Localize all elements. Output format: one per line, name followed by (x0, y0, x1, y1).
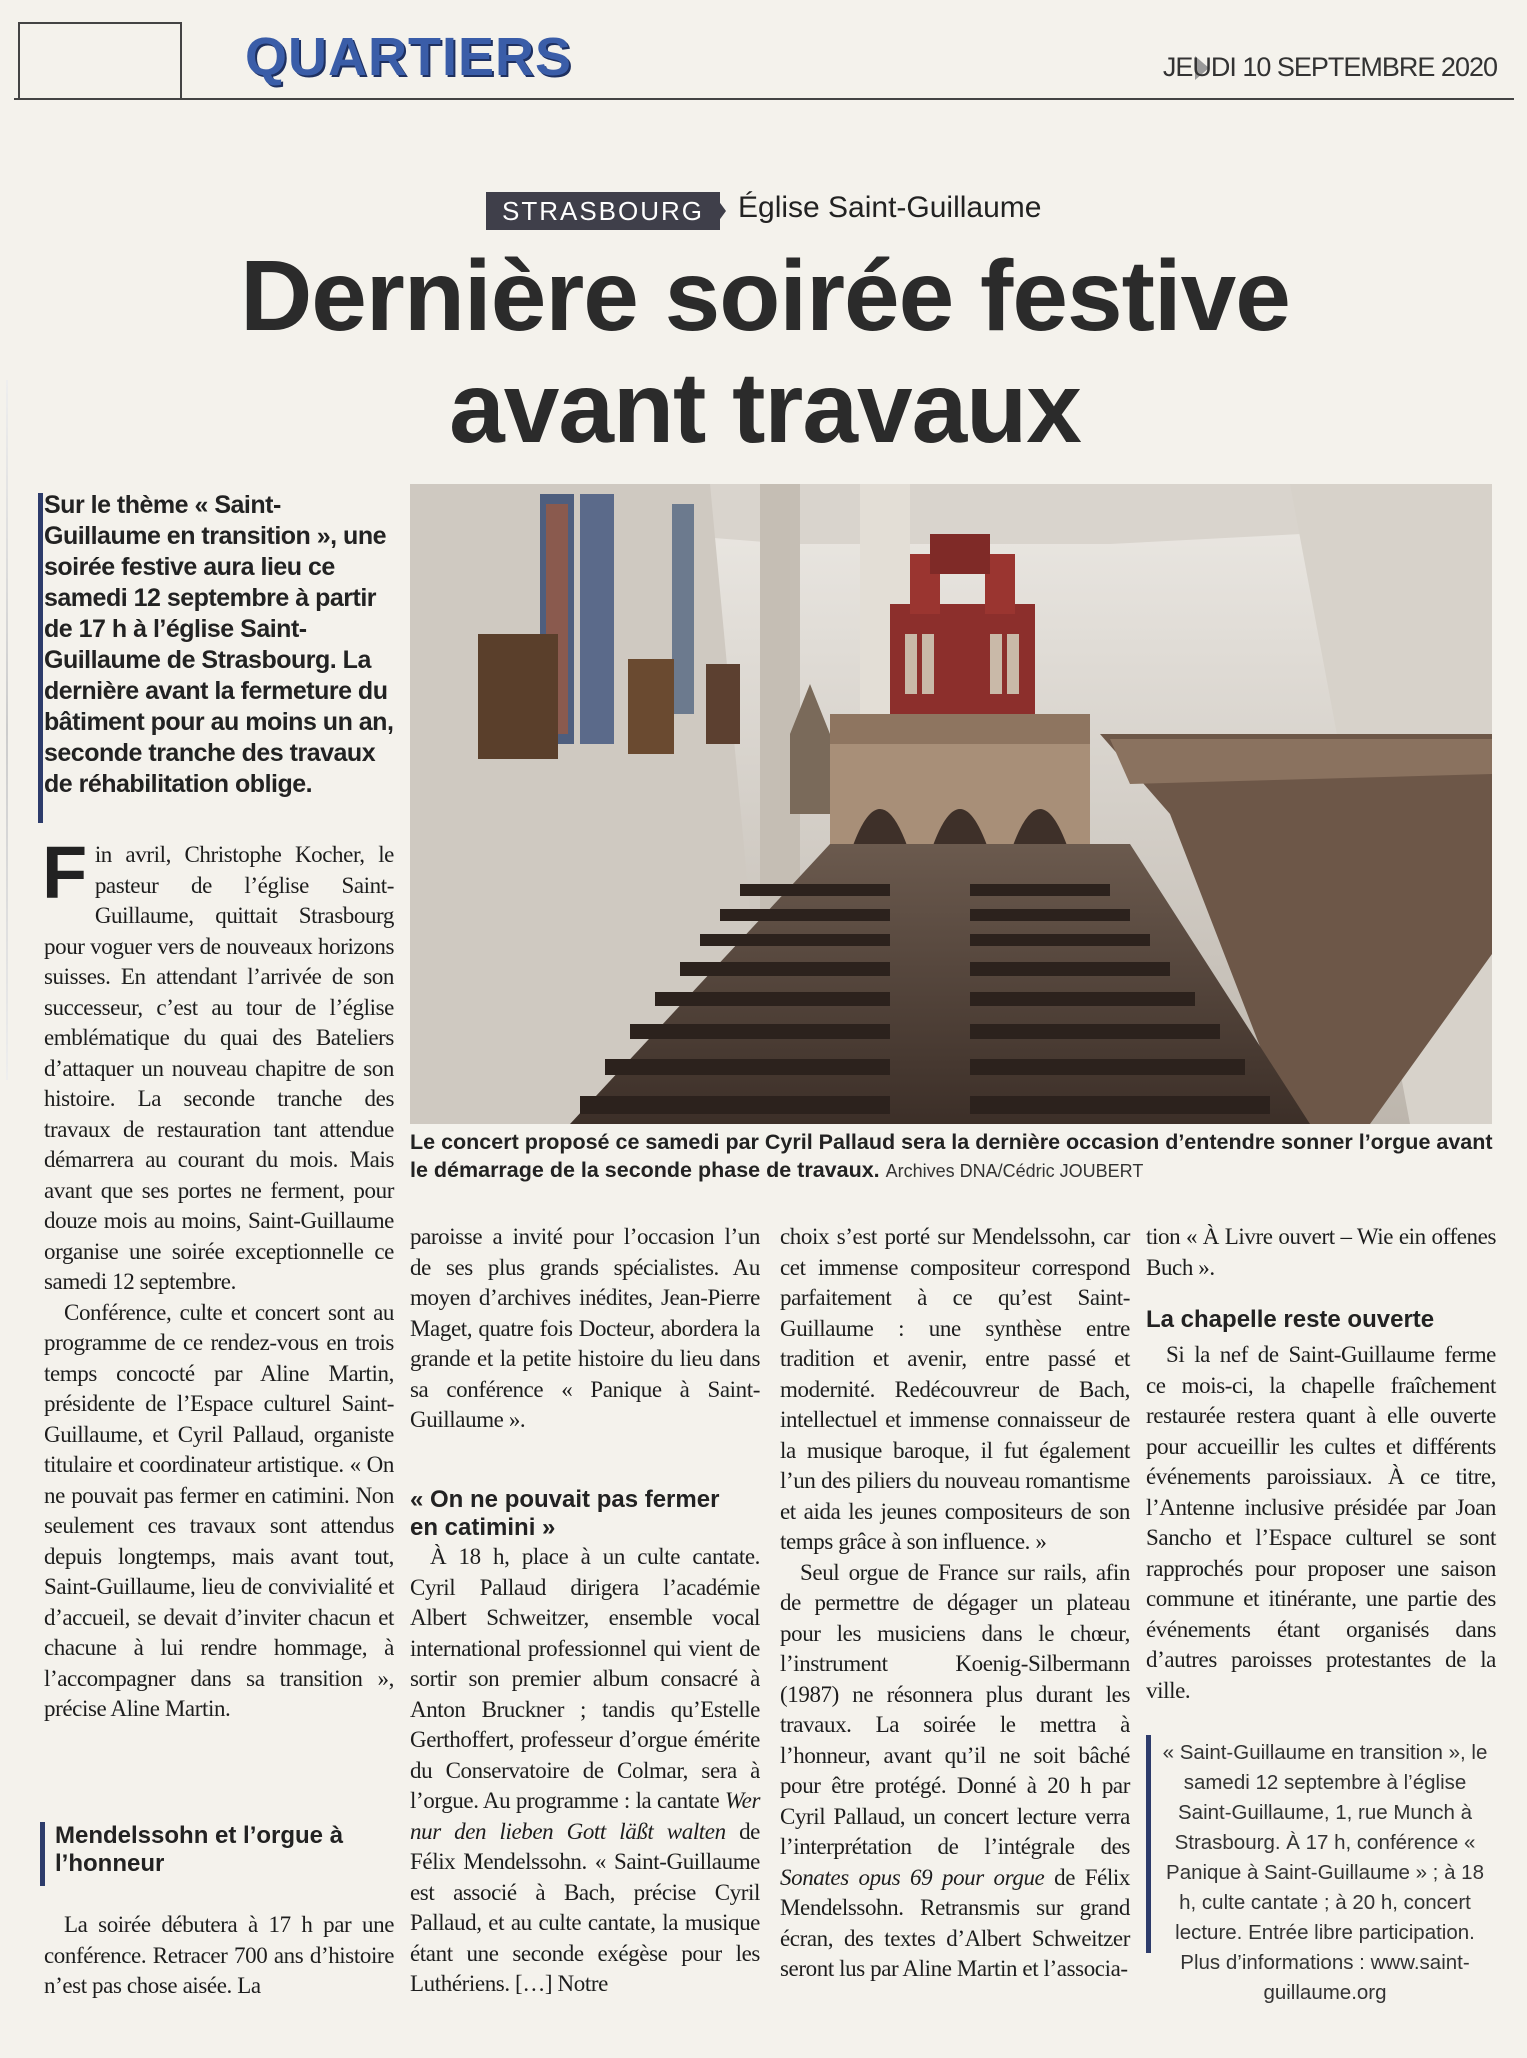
headline-line-2: avant travaux (449, 352, 1081, 464)
paragraph (410, 1542, 760, 2000)
tag-arrow-icon (712, 192, 726, 230)
headline-line-1: Dernière soirée festive (240, 240, 1290, 352)
section-title: QUARTIERS (245, 27, 573, 87)
paragraph-text: Seul orgue de France sur rails, afin de permettre de dégager un plateau pour les musiciens dans le chœur, l’instrument Koenig-Silbermann (1987) ne résonnera plus durant les travaux. La soirée le mettra à l’honneur, avant qu’il ne soit bâché pour être protégé. Donné à 20 h par Cyril Pallaud, un concert lecture verra l’interprétation de l’intégrale des (780, 1559, 1130, 1859)
paragraph-text: de Félix Mendelssohn. Retransmis sur grand écran, des textes d’Albert Schweitzer seront lus par Aline Martin et l’associa- (780, 1864, 1131, 1981)
issue-date: JEUDI 10 SEPTEMBRE 2020 (1162, 52, 1497, 82)
subhead-mendelssohn: Mendelssohn et l’orgue à l’honneur (55, 1822, 344, 1877)
kicker-place: Église Saint-Guillaume (738, 191, 1042, 224)
lead-bar (38, 493, 43, 823)
paragraph-text: in avril, Christophe Kocher, le pasteur de l’église Saint-Guillaume, quittait Strasbourg pour voguer vers de nouveaux horizons suisses. En attendant l’arrivée de son successeur, c’est au tour de l’église emblématique du quai des Bateliers d’attaquer un nouveau chapitre de son histoire. La seconde tranche des travaux de restauration tant attendue démarrera au courant du mois. Mais avant que ses portes ne ferment, pour douze mois au moins, Saint-Guillaume organise une soirée exceptionnelle ce samedi 12 septembre. (44, 842, 394, 1294)
article-column-2 (410, 1222, 760, 1436)
scan-edge (6, 380, 8, 1080)
lead-paragraph: Sur le thème « Saint-Guillaume en transition », une soirée festive aura lieu ce samedi 12 septembre à partir de 17 h à l’église Saint-Guillaume de Strasbourg. La dernière avant la fermeture du bâtiment pour au moins un an, seconde tranche des travaux de réhabilitation oblige. (44, 491, 394, 798)
paragraph: tion « À Livre ouvert – Wie ein offenes Buch ». (1146, 1224, 1496, 1280)
article-column-4 (1146, 1222, 1496, 1283)
article-column-3 (780, 1222, 1130, 1985)
headline (40, 240, 1490, 464)
cantata-title: Wer nur den lieben Gott läßt walten (410, 1788, 760, 1844)
paragraph-text: de Félix Mendelssohn. « Saint-Guillaume est associé à Bach, précise Cyril Pallaud, et au culte cantate, la musique étant une seconde exégèse pour les Luthériens. […] Notre (410, 1818, 760, 1996)
dropcap: F (42, 831, 87, 914)
paragraph: Si la nef de Saint-Guillaume ferme ce mois-ci, la chapelle fraîchement restaurée restera quant à elle ouverte pour accueillir les cultes et différents événements paroissiaux. À ce titre, l’Antenne inclusive présidée par Joan Sancho et l’Espace culturel se sont rapprochés pour proposer une saison commune et itinérante, une partie des événements étant organisés dans d’autres paroisses protestantes de la ville. (1146, 1342, 1496, 1703)
paragraph (42, 831, 394, 1298)
paragraph: Conférence, culte et concert sont au programme de ce rendez-vous en trois temps concocté par Aline Martin, présidente de l’Espace culturel Saint-Guillaume, et Cyril Pallaud, organiste titulaire et coordinateur artistique. « On ne pouvait pas fermer en catimini. Non seulement ces travaux sont attendus depuis longtemps, mais avant tout, Saint-Guillaume, lieu de convivialité et d’accueil, se devait d’inviter chacun et chacune à lui rendre hommage, à l’accompagner dans sa transition », précise Aline Martin. (44, 1299, 394, 1721)
paragraph: La soirée débutera à 17 h par une conférence. Retracer 700 ans d’histoire n’est pas chose aisée. La (44, 1912, 394, 1998)
article-column-4-end (1146, 1340, 1496, 1706)
caption-text: Le concert proposé ce samedi par Cyril Pallaud sera la dernière occasion d’entendre sonner l’orgue avant le démarrage de la seconde phase de travaux. (410, 1130, 1493, 1182)
article-column-1 (42, 831, 394, 1725)
sonatas-title: Sonates opus 69 pour orgue (780, 1864, 1045, 1890)
subhead-catimini: « On ne pouvait pas fermer en catimini » (410, 1486, 720, 1541)
paragraph (780, 1558, 1130, 1985)
article-column-1-end (44, 1910, 394, 2002)
practical-info: « Saint-Guillaume en transition », le samedi 12 septembre à l’église Saint-Guillaume, 1, rue Munch à Strasbourg. À 17 h, conférence « Panique à Saint-Guillaume » ; à 18 h, culte cantate ; à 20 h, concert lecture. Entrée libre participation. Plus d’informations : www.saint-guillaume.org (1162, 1741, 1488, 2004)
church-interior-photo (410, 484, 1492, 1124)
photo-caption (410, 1128, 1500, 1185)
paragraph: choix s’est porté sur Mendelssohn, car cet immense compositeur correspond parfaitement à ce qu’est Saint-Guillaume : une synthèse entre tradition et avenir, entre passé et modernité. Redécouvreur de Bach, intellectuel et immense connaisseur de la musique baroque, il fut également l’un des piliers du nouveau romantisme et aida les jeunes compositeurs de son temps grâce à son influence. » (780, 1224, 1130, 1554)
article-column-2-end (410, 1542, 760, 2000)
header-box (18, 22, 182, 98)
city-tag: STRASBOURG (486, 192, 720, 230)
paragraph-text: À 18 h, place à un culte cantate. Cyril Pallaud dirigera l’académie Albert Schweitzer, ensemble vocal international professionnel qui vient de sortir son premier album consacré à Anton Bruckner ; tandis qu’Estelle Gerthoffert, professeur d’orgue émérite du Conservatoire de Colmar, sera à l’orgue. Au programme : la cantate (410, 1544, 760, 1813)
church-interior-illustration (410, 484, 1492, 1124)
subhead-chapelle: La chapelle reste ouverte (1146, 1306, 1435, 1333)
info-bar (1146, 1735, 1151, 1953)
photo-credit: Archives DNA/Cédric JOUBERT (885, 1161, 1144, 1181)
paragraph: paroisse a invité pour l’occasion l’un de ses plus grands spécialistes. Au moyen d’archives inédites, Jean-Pierre Maget, quatre fois Docteur, abordera la grande et la petite histoire du lieu dans sa conférence « Panique à Saint-Guillaume ». (410, 1224, 760, 1432)
subhead-bar (40, 1822, 45, 1886)
